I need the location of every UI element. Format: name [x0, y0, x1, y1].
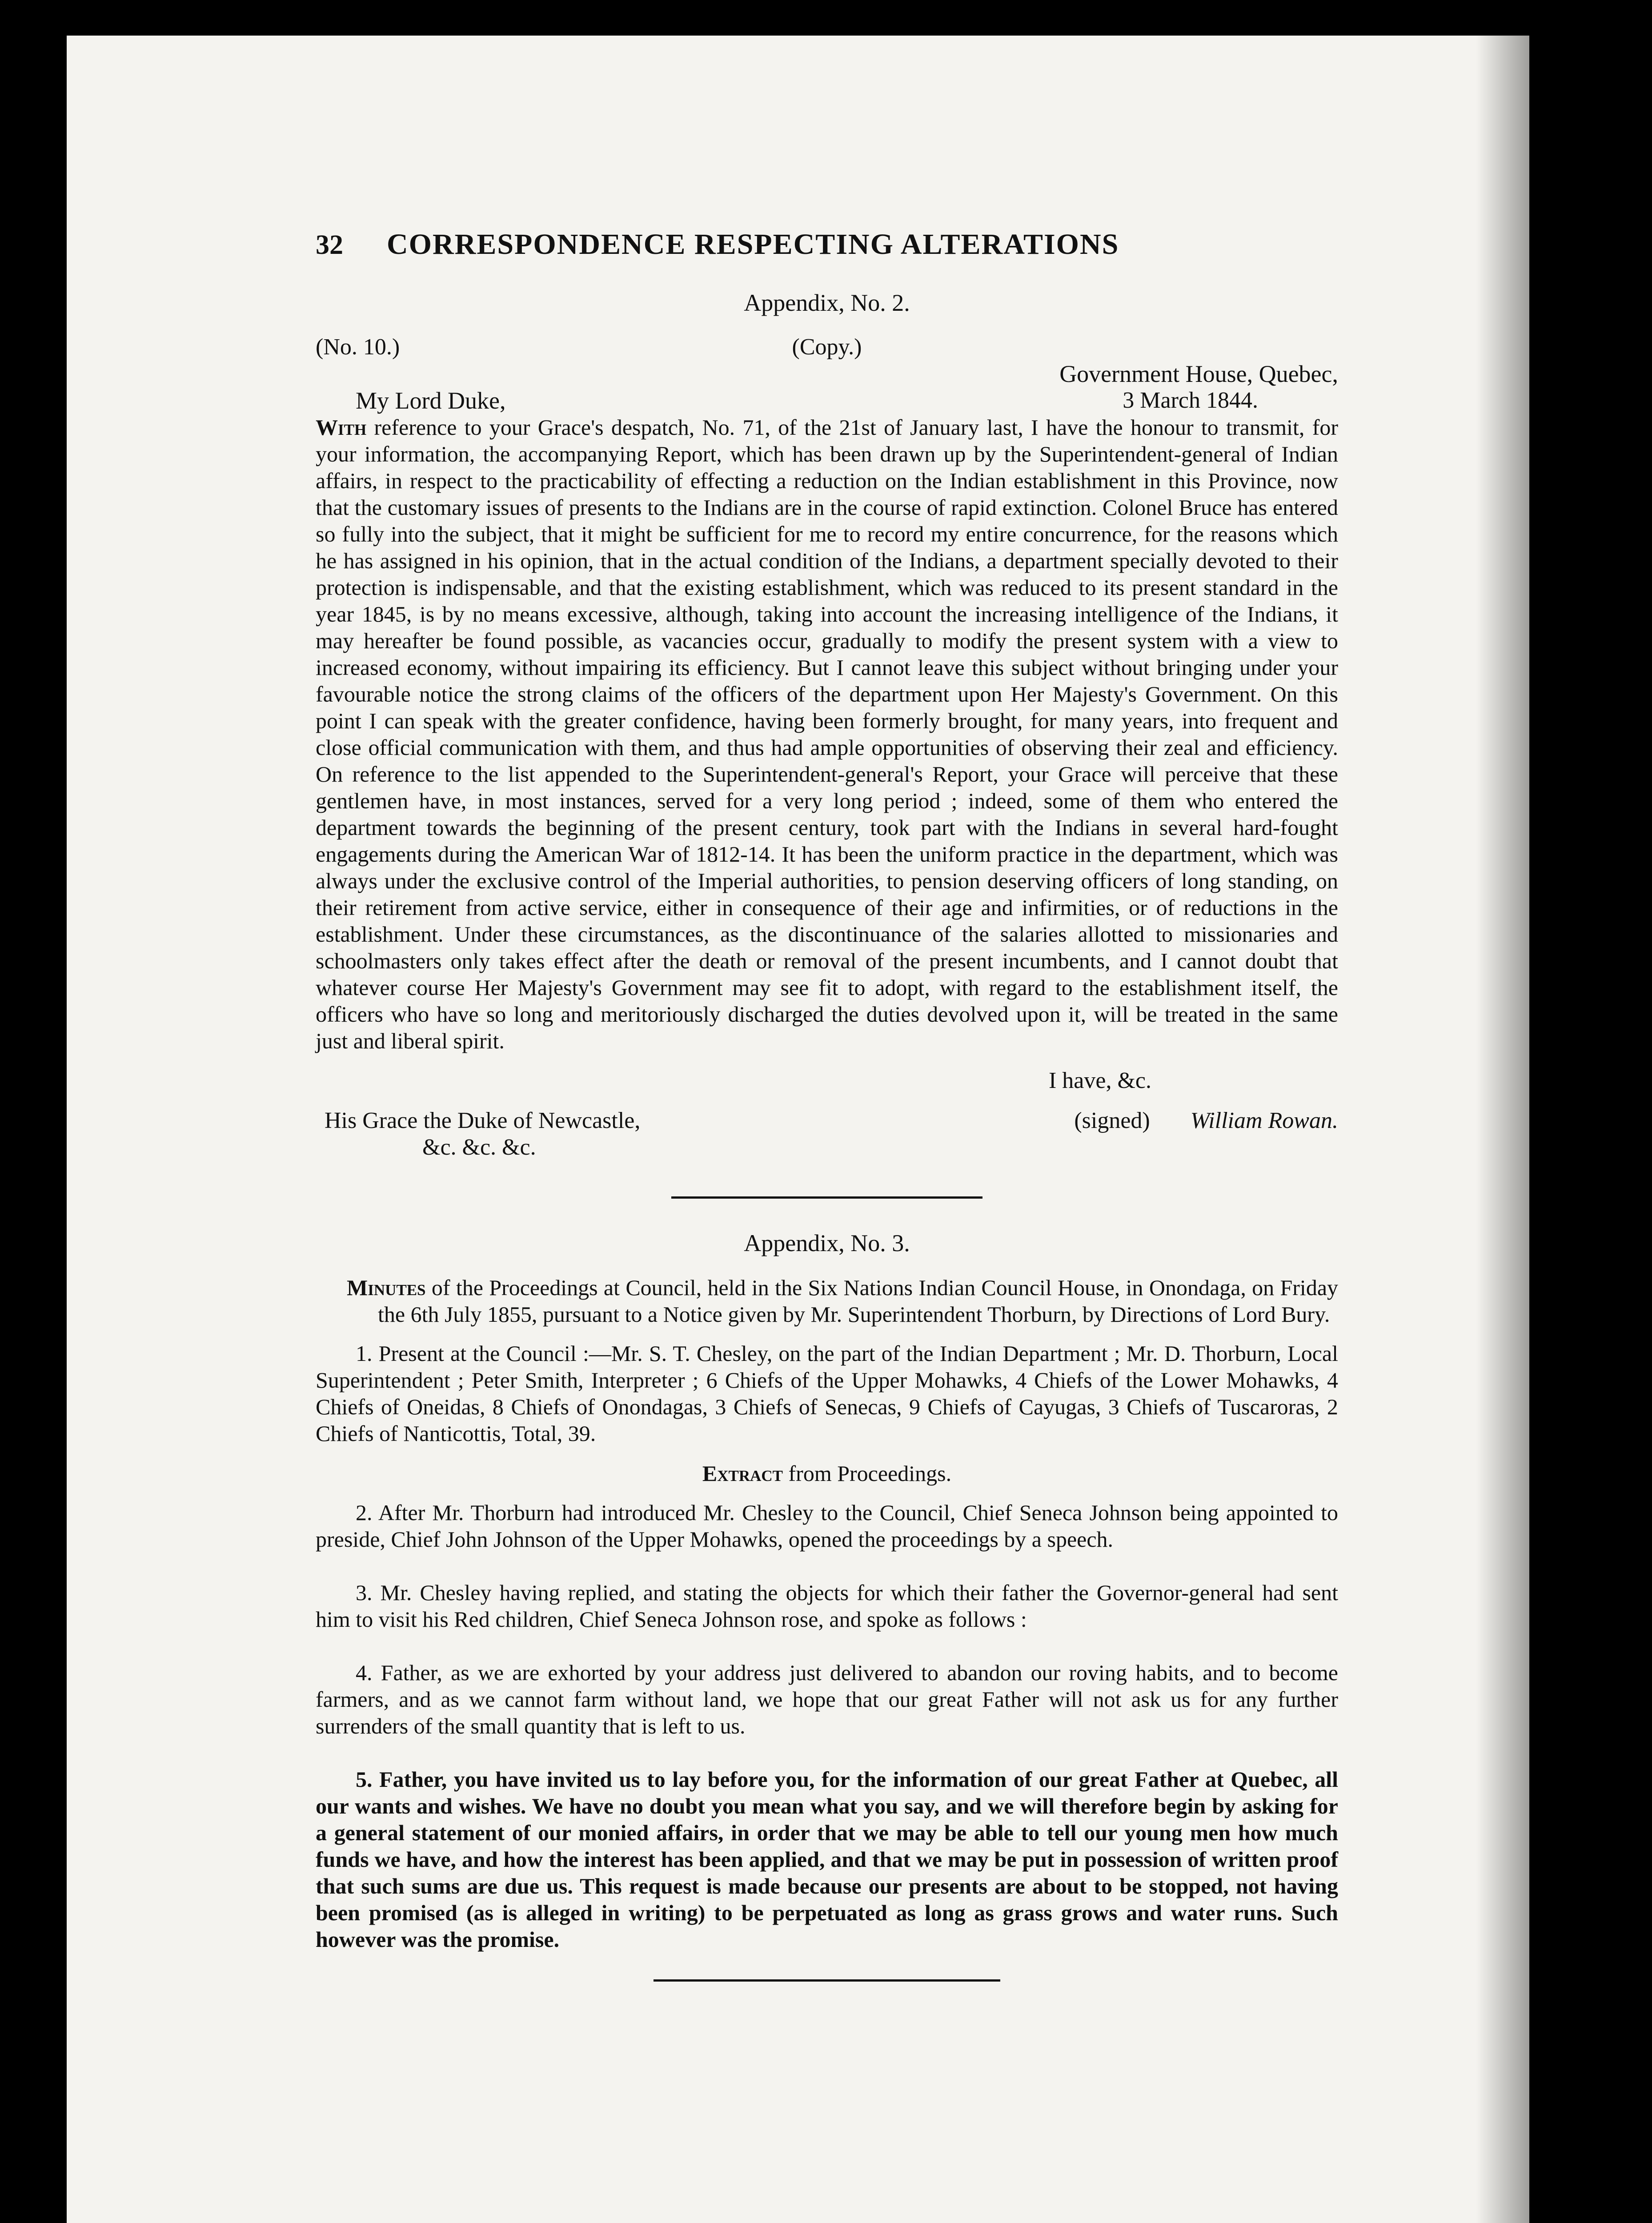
signature: William Rowan.	[1190, 1108, 1338, 1133]
closing-phrase: I have, &c.	[1048, 1068, 1151, 1093]
letter-lead-word: With	[316, 415, 367, 440]
end-divider	[654, 1979, 1000, 1982]
paragraph-1: 1. Present at the Council :—Mr. S. T. Chesley, on the part of the Indian Department ; Mr. D. Thorburn, Local Superintendent ; Peter Smith, Interpreter ; 6 Chiefs of the Upper Mohawks, 4 Chiefs of the Lower Mohawks, 4 Chiefs of Oneidas, 8 Chiefs of Onondagas, 3 Chiefs of Senecas, 9 Chiefs of Cayugas, 3 Chiefs of Tuscaroras, 2 Chiefs of Nanticottis, Total, 39.	[316, 1341, 1338, 1446]
document-page	[67, 36, 1529, 2223]
appendix-2-heading: Appendix, No. 2.	[744, 289, 910, 316]
addressee-etc: &c. &c. &c.	[422, 1135, 536, 1160]
copy-label: (Copy.)	[792, 334, 862, 360]
page-number: 32	[316, 230, 343, 260]
letter-meta-row	[316, 334, 1338, 361]
addressee-name: His Grace the Duke of Newcastle,	[325, 1108, 641, 1133]
letter-body-text: reference to your Grace's despatch, No. 71, of the 21st of January last, I have the honour to transmit, for your information, the accompanying Report, which has been drawn up by the Superintendent-general of Indian affairs, in respect to the practicability of effecting a reduction on the Indian establishment in this Province, now that the customary issues of presents to the Indians are in the course of rapid extinction. Colonel Bruce has entered so fully into the subject, that it might be sufficient for me to record my entire concurrence, for the reasons which he has assigned in his opinion, that in the actual condition of the Indians, a department specially devoted to their protection is indispensable, and that the existing establishment, which was reduced to its present standard in the year 1845, is by no means excessive, although, taking into account the increasing intelligence of the Indians, it may hereafter be found possible, as vacancies occur, gradually to modify the present system with a view to increased economy, without impairing its efficiency. But I cannot leave this subject without bringing under your favourable notice the strong claims of the officers of the department upon Her Majesty's Government. On this point I can speak with the greater confidence, having been formerly brought, for many years, into frequent and close official communication with them, and thus had ample opportunities of observing their zeal and efficiency. On reference to the list appended to the Superintendent-general's Report, your Grace will perceive that these gentlemen have, in most instances, served for a very long period ; indeed, some of them who entered the department towards the beginning of the present century, took part with the Indians in several hard-fought engagements during the American War of 1812-14. It has been the uniform practice in the department, which was always under the exclusive control of the Imperial authorities, to pension deserving officers of long standing, on their retirement from active service, either in consequence of their age and infirmities, or of reductions in the establishment. Under these circumstances, as the discontinuance of the salaries allotted to missionaries and schoolmasters only takes effect after the death or removal of the present incumbents, and I cannot doubt that whatever course Her Majesty's Government may see fit to adopt, with regard to the establishment itself, the officers who have so long and meritoriously discharged the duties devolved upon it, will be treated in the same just and liberal spirit.	[316, 415, 1338, 1053]
minutes-lead-word: Minutes	[347, 1275, 426, 1300]
appendix-3-heading: Appendix, No. 3.	[744, 1230, 910, 1256]
salutation-row	[316, 387, 1338, 414]
signature-block	[1074, 1107, 1338, 1161]
page-content	[316, 228, 1339, 2013]
extract-heading	[316, 1460, 1338, 1487]
signed-label: (signed)	[1074, 1108, 1150, 1133]
page-edge-shadow	[1476, 36, 1529, 2223]
section-divider	[671, 1196, 982, 1199]
salutation: My Lord Duke,	[356, 387, 506, 414]
paragraph-5: 5. Father, you have invited us to lay before you, for the information of our great Father at Quebec, all our wants and wishes. We have no doubt you mean what you say, and we will therefore begin by asking for a general statement of our monied affairs, in order that we may be able to tell our young men how much funds we have, and how the interest has been applied, and that we may be put in possession of written proof that such sums are due us. This request is made because our presents are about to be stopped, not having been promised (as is alleged in writing) to be perpetuated as long as grass grows and water runs. Such however was the promise.	[316, 1767, 1338, 1952]
running-head	[316, 228, 1338, 261]
paragraph-2: 2. After Mr. Thorburn had introduced Mr. Chesley to the Council, Chief Seneca Johnson being appointed to preside, Chief John Johnson of the Upper Mohawks, opened the proceedings by a speech.	[316, 1500, 1338, 1552]
signature-row	[316, 1107, 1338, 1161]
paragraph-4: 4. Father, as we are exhorted by your address just delivered to abandon our roving habits, and to become farmers, and as we cannot farm without land, we hope that our great Father will not ask us for any further surrenders of the small quantity that is left to us.	[316, 1660, 1338, 1738]
addressee	[316, 1107, 640, 1161]
extract-rest: from Proceedings.	[788, 1461, 952, 1486]
paragraph-3: 3. Mr. Chesley having replied, and stating the objects for which their father the Governor-general had sent him to visit his Red children, Chief Seneca Johnson rose, and spoke as follows :	[316, 1580, 1338, 1632]
closing-row	[316, 1067, 1338, 1094]
minutes-text: of the Proceedings at Council, held in the Six Nations Indian Council House, in Onondaga, on Friday the 6th July 1855, pursuant to a Notice given by Mr. Superintendent Thorburn, by Directions of Lord Bury.	[378, 1275, 1339, 1327]
minutes-intro	[347, 1274, 1338, 1328]
letter-body	[316, 414, 1338, 1054]
letter-number: (No. 10.)	[316, 334, 400, 360]
page-title: CORRESPONDENCE RESPECTING ALTERATIONS	[387, 228, 1119, 261]
extract-lead-word: Extract	[702, 1461, 783, 1486]
letter-address: Government House, Quebec,	[1059, 361, 1338, 387]
letter-date: 3 March 1844.	[1123, 388, 1258, 413]
